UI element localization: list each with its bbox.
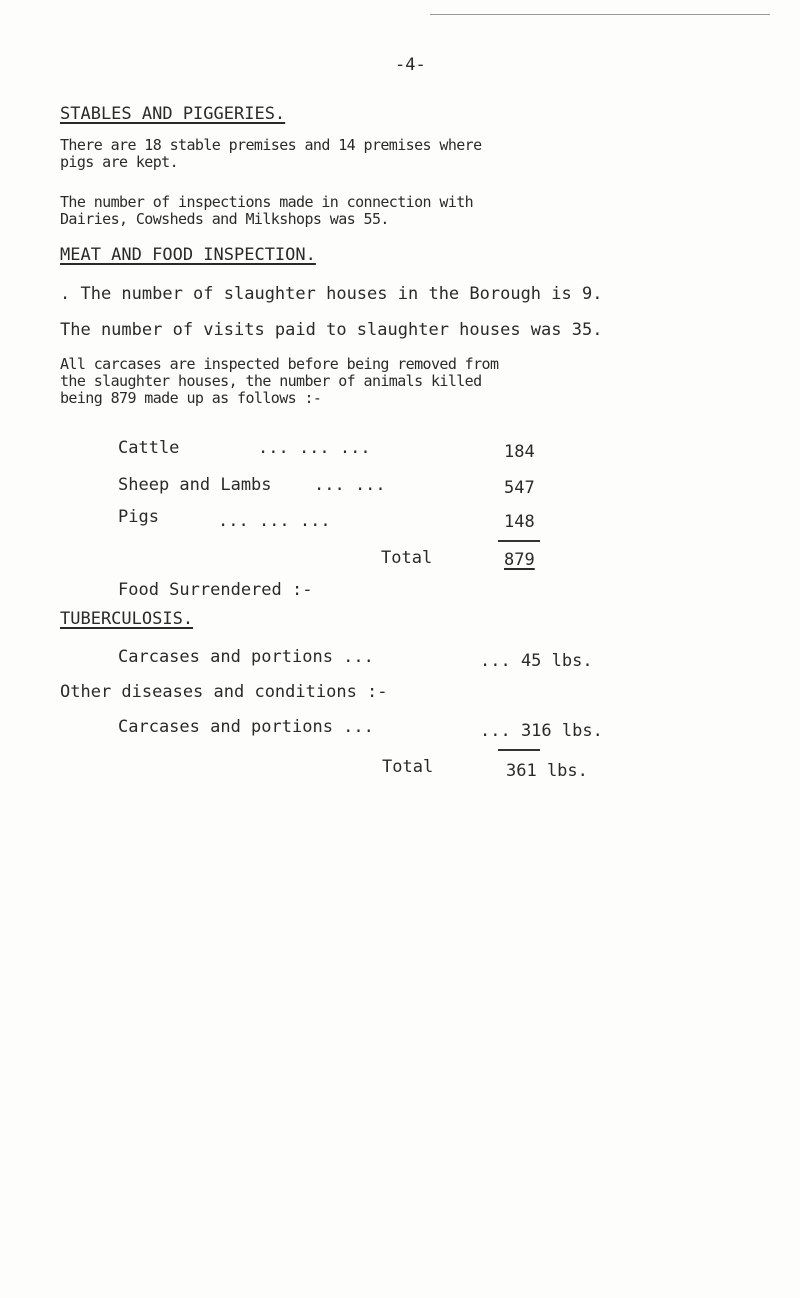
other-diseases-label: Other diseases and conditions :-	[60, 682, 388, 702]
animal-value-pigs: 148	[504, 512, 535, 532]
animals-total-value: 879	[504, 550, 535, 570]
slaughter-houses-line: . The number of slaughter houses in the Borough is 9.	[60, 284, 603, 304]
stables-para1-line2: pigs are kept.	[60, 153, 179, 171]
animal-dots-pigs: ... ... ...	[218, 511, 331, 531]
carcases-para-line2: the slaughter houses, the number of animals killed	[60, 372, 482, 390]
food-surrendered-label: Food Surrendered :-	[118, 580, 313, 600]
visits-line: The number of visits paid to slaughter houses was 35.	[60, 320, 603, 340]
top-edge-mark	[430, 14, 770, 15]
lbs-total-value: 361 lbs.	[506, 761, 588, 781]
animals-total-label: Total	[381, 548, 433, 568]
other-carcases-value: ... 316 lbs.	[480, 721, 603, 741]
animal-label-sheep: Sheep and Lambs	[118, 475, 272, 495]
stables-para1-line1: There are 18 stable premises and 14 premises where	[60, 136, 482, 154]
page-number: -4-	[395, 55, 426, 75]
animal-value-cattle: 184	[504, 442, 535, 462]
carcases-para-line3: being 879 made up as follows :-	[60, 389, 322, 407]
animal-dots-sheep: ... ...	[314, 475, 386, 495]
meat-heading: MEAT AND FOOD INSPECTION.	[60, 245, 316, 265]
stables-para2-line1: The number of inspections made in connection with	[60, 193, 474, 211]
other-carcases-label: Carcases and portions ...	[118, 717, 374, 737]
animal-dots-cattle: ... ... ...	[258, 438, 371, 458]
lbs-total-label: Total	[382, 757, 434, 777]
stables-heading: STABLES AND PIGGERIES.	[60, 104, 286, 124]
stables-para2-line2: Dairies, Cowsheds and Milkshops was 55.	[60, 210, 389, 228]
tuberculosis-heading: TUBERCULOSIS.	[60, 609, 194, 629]
tb-carcases-label: Carcases and portions ...	[118, 647, 374, 667]
carcases-para-line1: All carcases are inspected before being removed from	[60, 355, 499, 373]
animal-label-cattle: Cattle	[118, 438, 180, 458]
lbs-sum-rule	[498, 749, 540, 751]
animal-label-pigs: Pigs	[118, 507, 159, 527]
animals-sum-rule	[498, 540, 540, 542]
tb-carcases-value: ... 45 lbs.	[480, 651, 593, 671]
animal-value-sheep: 547	[504, 478, 535, 498]
